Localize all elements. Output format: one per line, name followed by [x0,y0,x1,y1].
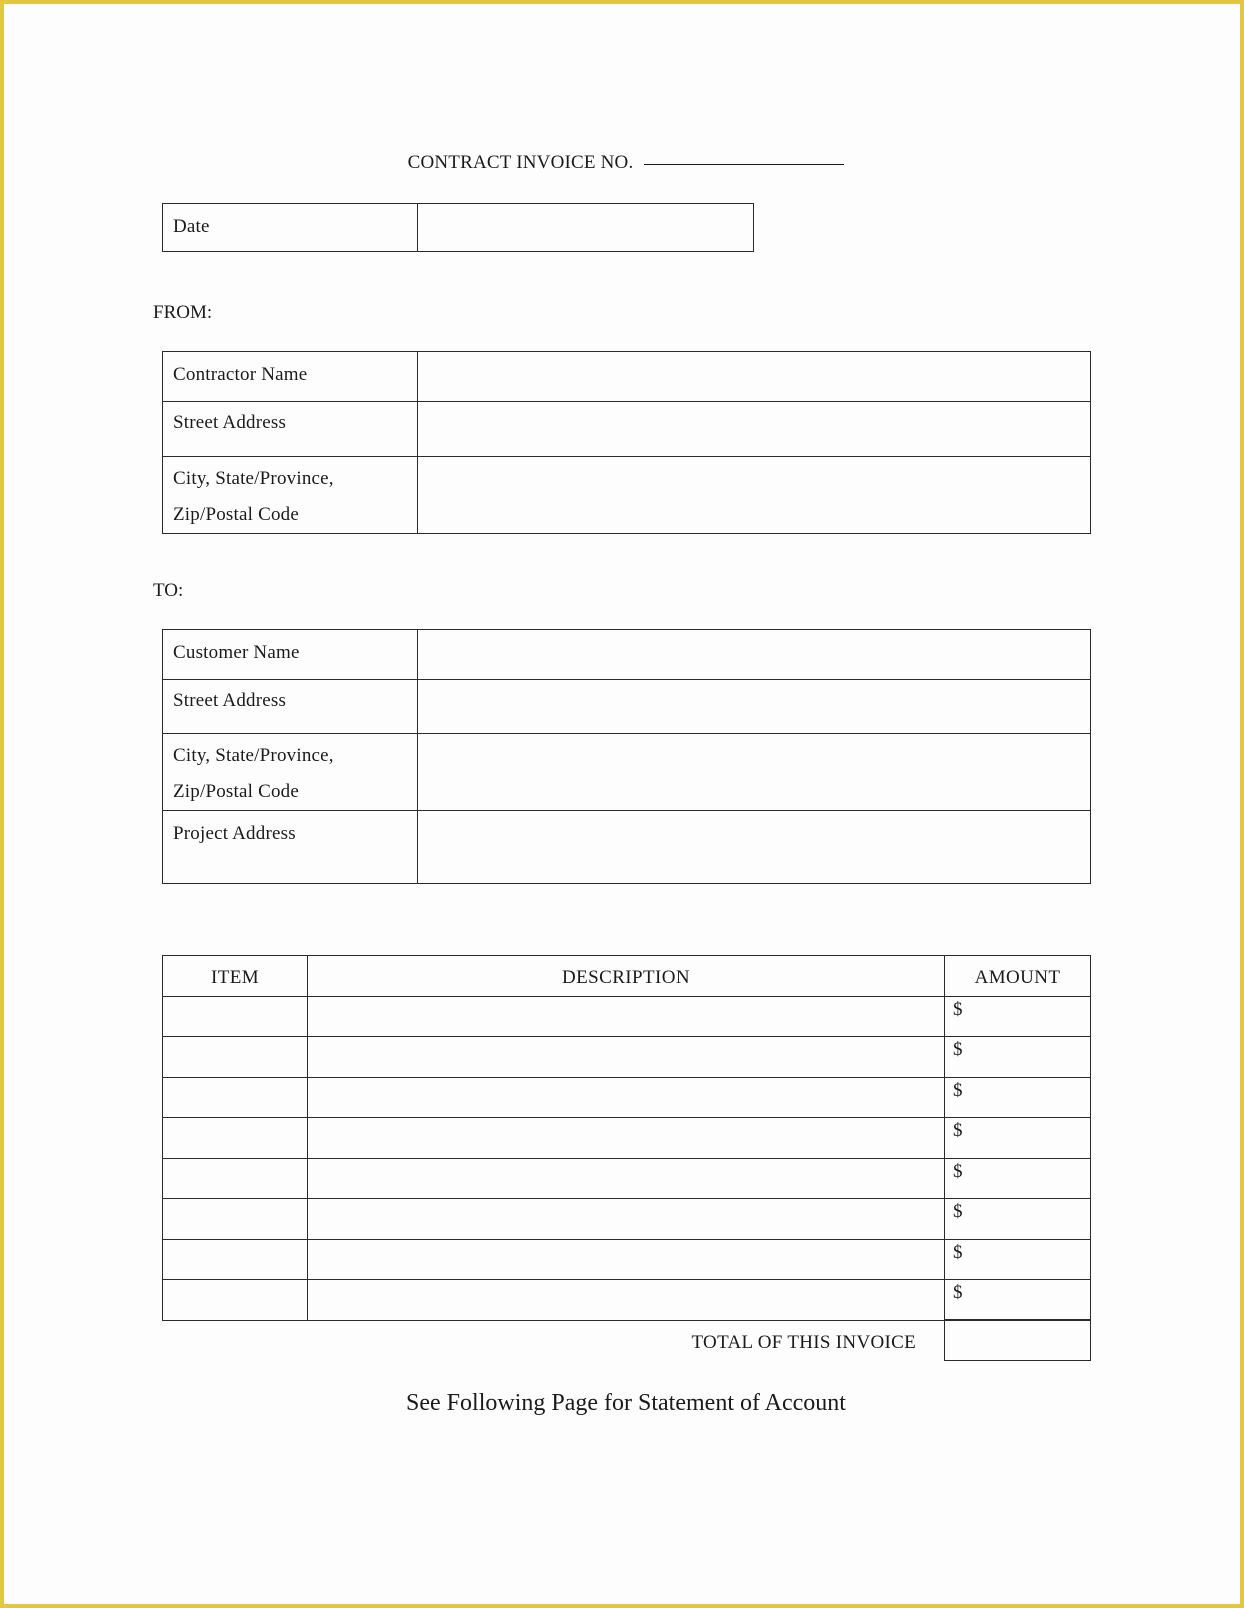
total-label: TOTAL OF THIS INVOICE [691,1332,916,1353]
description-cell[interactable] [308,1037,945,1078]
description-cell[interactable] [308,1118,945,1159]
from-city-label-line1: City, State/Province, [173,468,334,489]
amount-cell[interactable] [945,1240,1091,1280]
currency-symbol: $ [953,999,963,1020]
to-street-address-label: Street Address [163,680,418,734]
total-field[interactable] [944,1319,1091,1361]
item-column-header: ITEM [163,956,308,997]
amount-column-header: AMOUNT [945,956,1091,997]
description-cell[interactable] [308,1280,945,1321]
date-table [162,203,754,252]
from-contractor-name-label: Contractor Name [163,352,418,402]
items-table [162,955,1091,1321]
description-cell[interactable] [308,1199,945,1240]
to-customer-name-field[interactable] [418,630,1091,680]
to-project-address-label: Project Address [163,811,418,884]
currency-symbol: $ [953,1282,963,1303]
amount-cell[interactable] [945,1199,1091,1240]
to-city-label [163,734,418,811]
from-city-label-line2: Zip/Postal Code [173,504,299,525]
item-cell[interactable] [163,1280,308,1321]
to-city-label-line1: City, State/Province, [173,745,334,766]
amount-cell[interactable] [945,1159,1091,1199]
date-label: Date [163,204,418,252]
table-row [163,1078,1091,1118]
to-customer-name-label: Customer Name [163,630,418,680]
from-contractor-name-field[interactable] [418,352,1091,402]
description-cell[interactable] [308,997,945,1037]
table-row [163,1118,1091,1159]
description-column-header: DESCRIPTION [308,956,945,997]
amount-cell[interactable] [945,1037,1091,1078]
item-cell[interactable] [163,1037,308,1078]
footer-note: See Following Page for Statement of Account [406,1390,846,1416]
currency-symbol: $ [953,1039,963,1060]
to-heading: TO: [153,580,184,601]
from-heading: FROM: [153,302,213,323]
item-cell[interactable] [163,997,308,1037]
to-city-label-line2: Zip/Postal Code [173,781,299,802]
table-row [163,1159,1091,1199]
table-row [163,1199,1091,1240]
date-field[interactable] [418,204,754,252]
currency-symbol: $ [953,1080,963,1101]
from-table [162,351,1091,534]
item-cell[interactable] [163,1159,308,1199]
description-cell[interactable] [308,1078,945,1118]
table-row [163,1240,1091,1280]
invoice-title-text: CONTRACT INVOICE NO. [407,152,634,173]
table-row [163,1037,1091,1078]
invoice-number-field[interactable] [644,164,844,165]
item-cell[interactable] [163,1240,308,1280]
currency-symbol: $ [953,1120,963,1141]
table-row [163,997,1091,1037]
item-cell[interactable] [163,1118,308,1159]
amount-cell[interactable] [945,1280,1091,1321]
currency-symbol: $ [953,1201,963,1222]
description-cell[interactable] [308,1240,945,1280]
table-row [163,1280,1091,1321]
to-project-address-field[interactable] [418,811,1091,884]
to-table [162,629,1091,884]
currency-symbol: $ [953,1161,963,1182]
amount-cell[interactable] [945,997,1091,1037]
from-city-field[interactable] [418,457,1091,534]
description-cell[interactable] [308,1159,945,1199]
amount-cell[interactable] [945,1118,1091,1159]
item-cell[interactable] [163,1078,308,1118]
from-street-address-label: Street Address [163,402,418,457]
to-street-address-field[interactable] [418,680,1091,734]
amount-cell[interactable] [945,1078,1091,1118]
to-city-field[interactable] [418,734,1091,811]
from-city-label [163,457,418,534]
from-street-address-field[interactable] [418,402,1091,457]
item-cell[interactable] [163,1199,308,1240]
invoice-title [4,152,1244,174]
currency-symbol: $ [953,1242,963,1263]
